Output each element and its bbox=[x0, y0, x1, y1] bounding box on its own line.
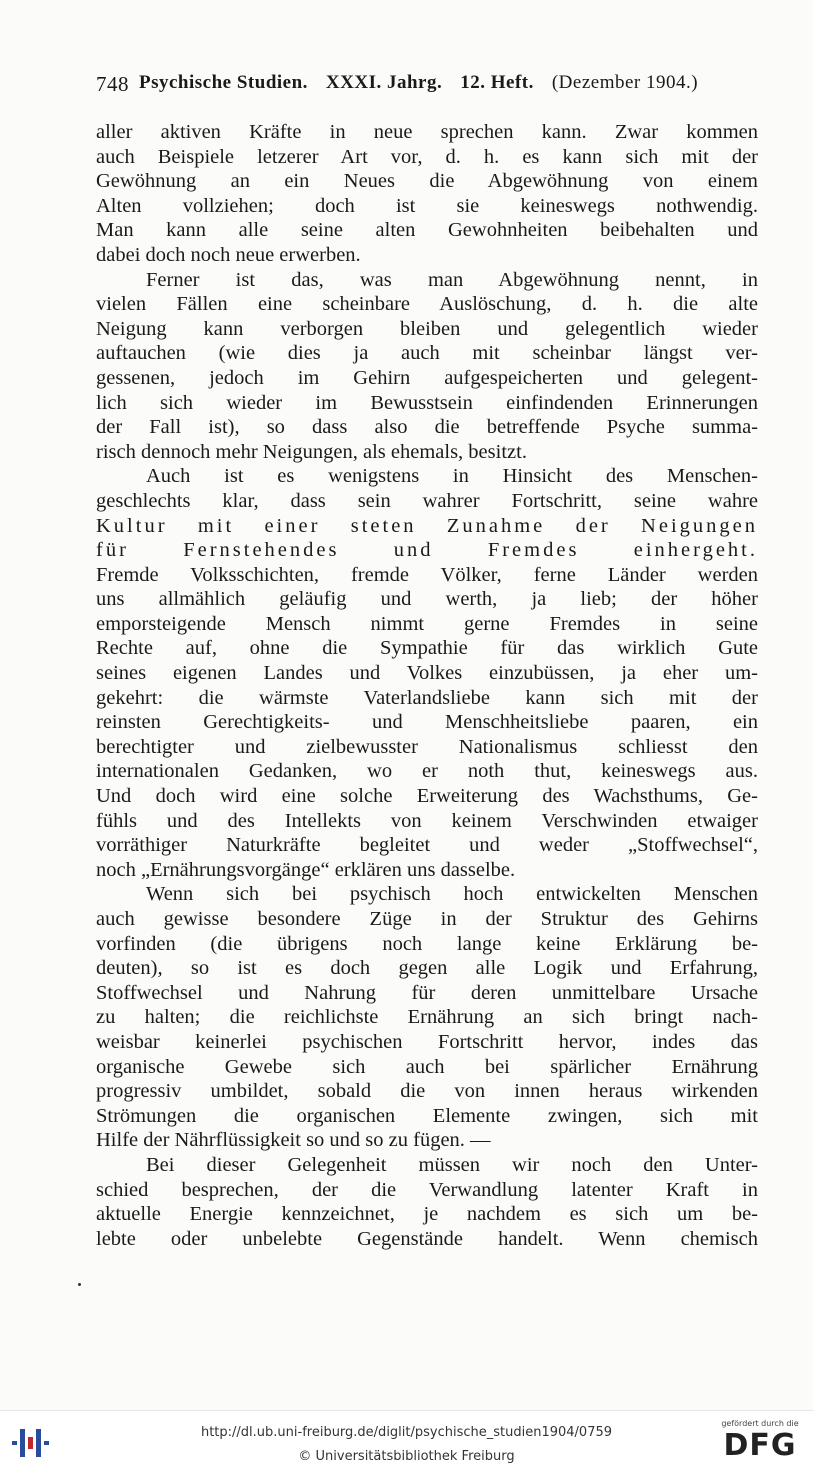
text-line: der Fall ist), so dass also die betreffende Psyche summa- bbox=[96, 416, 758, 439]
volume-label: XXXI. Jahrg. bbox=[325, 72, 443, 93]
text-line: Ferner ist das, was man Abgewöhnung nennt, in bbox=[146, 268, 758, 291]
dfg-funding-caption: gefördert durch die bbox=[721, 1419, 799, 1428]
text-line: vorräthiger Naturkräfte begleitet und weder „Stoffwechsel“, bbox=[96, 834, 758, 857]
text-line: Stoffwechsel und Nahrung für deren unmittelbare Ursache bbox=[96, 981, 758, 1004]
footer-bar bbox=[0, 1410, 813, 1473]
scan-speck bbox=[78, 1283, 81, 1286]
issue-label: 12. Heft. bbox=[460, 72, 534, 93]
text-line: Strömungen die organischen Elemente zwingen, sich mit bbox=[96, 1104, 758, 1127]
text-line: auch gewisse besondere Züge in der Struktur des Gehirns bbox=[96, 908, 758, 930]
text-line: vielen Fällen eine scheinbare Auslöschung, d. h. die alte bbox=[96, 293, 758, 316]
text-line: Auch ist es wenigstens in Hinsicht des Menschen- bbox=[146, 465, 758, 488]
text-line: gessenen, jedoch im Gehirn aufgespeicherten und gelegent- bbox=[96, 366, 758, 389]
text-line: organische Gewebe sich auch bei spärlicher Ernährung bbox=[96, 1055, 758, 1078]
text-line: auftauchen (wie dies ja auch mit scheinbar längst ver- bbox=[96, 342, 758, 365]
text-line: aktuelle Energie kennzeichnet, je nachdem es sich um be- bbox=[96, 1203, 758, 1226]
text-line: risch dennoch mehr Neigungen, als ehemals, besitzt. bbox=[96, 440, 527, 463]
text-line: Und doch wird eine solche Erweiterung des Wachsthums, Ge- bbox=[96, 785, 758, 808]
text-line: Gewöhnung an ein Neues die Abgewöhnung von einem bbox=[96, 170, 758, 193]
running-header bbox=[96, 72, 762, 102]
text-line: vorfinden (die übrigens noch lange keine Erklärung be- bbox=[96, 932, 758, 955]
issue-date: (Dezember 1904.) bbox=[551, 72, 699, 93]
text-line: Fremde Volksschichten, fremde Völker, ferne Länder werden bbox=[96, 563, 758, 586]
text-line: dabei doch noch neue erwerben. bbox=[96, 243, 361, 266]
text-line: lich sich wieder im Bewusstsein einfindenden Erinnerungen bbox=[96, 391, 758, 414]
text-line: Neigung kann verborgen bleiben und gelegentlich wieder bbox=[96, 317, 758, 340]
text-line: uns allmählich geläufig und werth, ja lieb; der höher bbox=[96, 588, 758, 611]
body-text bbox=[96, 120, 758, 1251]
text-line: berechtigter und zielbewusster Nationalismus schliesst den bbox=[96, 735, 758, 758]
text-line: internationalen Gedanken, wo er noth thut, keineswegs aus. bbox=[96, 760, 758, 783]
text-line: Hilfe der Nährflüssigkeit so und so zu fügen. — bbox=[96, 1129, 491, 1152]
text-line: noch „Ernährungsvorgänge“ erklären uns dasselbe. bbox=[96, 858, 516, 881]
text-line: Bei dieser Gelegenheit müssen wir noch den Unter- bbox=[146, 1153, 758, 1176]
text-line: auch Beispiele letzerer Art vor, d. h. es kann sich mit der bbox=[96, 145, 758, 168]
journal-title: Psychische Studien. bbox=[139, 72, 308, 93]
text-line: reinsten Gerechtigkeits- und Menschheitsliebe paaren, ein bbox=[96, 711, 758, 734]
text-line: aller aktiven Kräfte in neue sprechen kann. Zwar kommen bbox=[96, 121, 758, 143]
dfg-logo[interactable] bbox=[715, 1419, 805, 1469]
text-line: Rechte auf, ohne die Sympathie für das wirklich Gute bbox=[96, 637, 758, 660]
text-line: Kultur mit einer steten Zunahme der Neigungen bbox=[96, 514, 758, 537]
text-line: Alten vollziehen; doch ist sie keineswegs nothwendig. bbox=[96, 194, 758, 217]
text-line: lebte oder unbelebte Gegenstände handelt. Wenn chemisch bbox=[96, 1227, 758, 1250]
text-line: Man kann alle seine alten Gewohnheiten beibehalten und bbox=[96, 219, 758, 242]
text-line: emporsteigende Mensch nimmt gerne Fremdes in seine bbox=[96, 612, 758, 635]
text-line: progressiv umbildet, sobald die von innen heraus wirkenden bbox=[96, 1080, 758, 1103]
text-line: deuten), so ist es doch gegen alle Logik und Erfahrung, bbox=[96, 957, 758, 980]
page-number: 748 bbox=[96, 72, 129, 96]
text-line: schied besprechen, der die Verwandlung latenter Kraft in bbox=[96, 1178, 758, 1201]
copyright-text: © Universitätsbibliothek Freiburg bbox=[298, 1449, 515, 1464]
text-line: seines eigenen Landes und Volkes einzubüssen, ja eher um- bbox=[96, 662, 758, 685]
dfg-wordmark: DFG bbox=[723, 1428, 797, 1463]
source-url-link[interactable]: http://dl.ub.uni-freiburg.de/diglit/psychische_studien1904/0759 bbox=[200, 1425, 613, 1440]
text-line: Wenn sich bei psychisch hoch entwickelten Menschen bbox=[146, 883, 758, 906]
text-line: geschlechts klar, dass sein wahrer Fortschritt, seine wahre bbox=[96, 489, 758, 512]
text-line: für Fernstehendes und Fremdes einhergeht. bbox=[96, 539, 758, 562]
text-line: weisbar keinerlei psychischen Fortschritt hervor, indes das bbox=[96, 1030, 758, 1053]
text-line: fühls und des Intellekts von keinem Verschwinden etwaiger bbox=[96, 809, 758, 832]
text-line: gekehrt: die wärmste Vaterlandsliebe kann sich mit der bbox=[96, 686, 758, 709]
text-line: zu halten; die reichlichste Ernährung an sich bringt nach- bbox=[96, 1006, 758, 1029]
